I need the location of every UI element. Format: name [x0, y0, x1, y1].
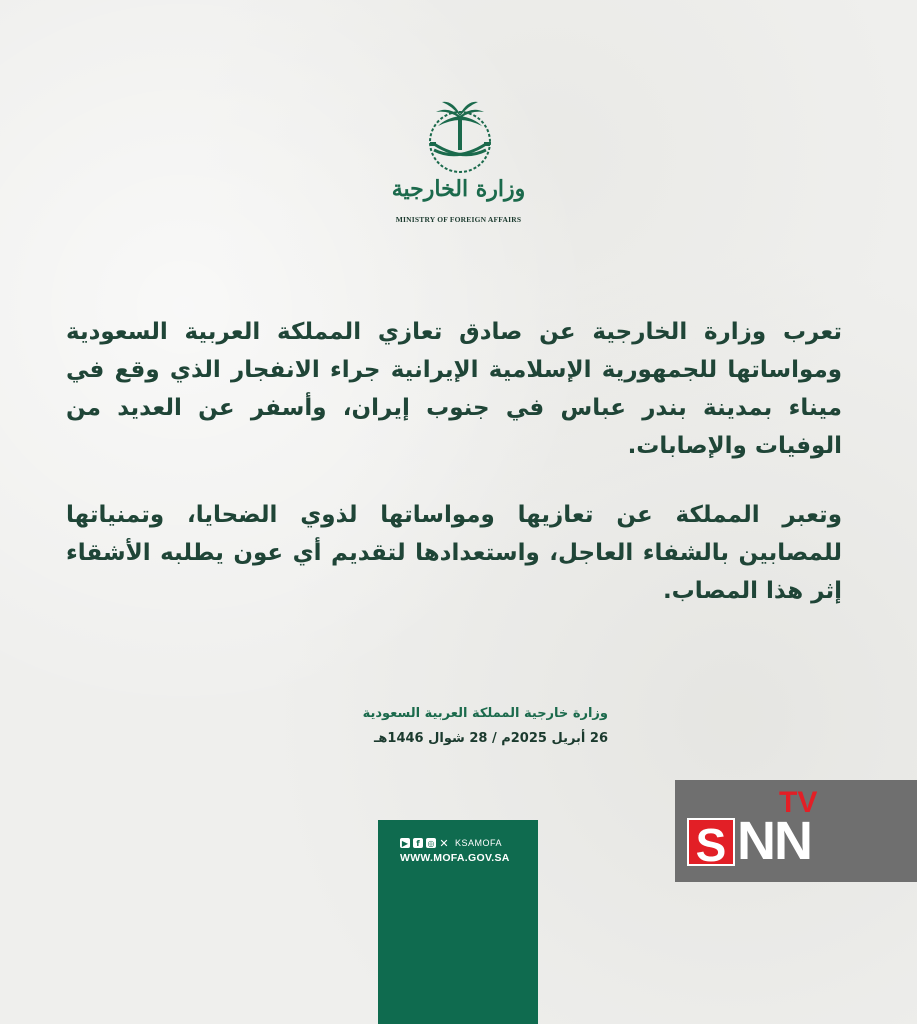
saudi-emblem-palm-swords-icon	[418, 100, 502, 176]
x-icon[interactable]: ✕	[439, 836, 449, 850]
watermark-nn-letters: NN	[737, 811, 811, 871]
youtube-icon[interactable]: ▶	[401, 838, 409, 848]
ministry-name-english: MINISTRY OF FOREIGN AFFAIRS	[395, 215, 522, 224]
footer-contact-box	[378, 820, 538, 1024]
statement-paragraph-1: تعرب وزارة الخارجية عن صادق تعازي المملكة العربية السعودية ومواساتها للجمهورية الإسلامية الإيرانية جراء الانفجار الذي وقع في ميناء بمدينة بندر عباس في جنوب إيران، وأسفر عن العديد من الوفيات والإصابات.	[66, 319, 842, 459]
ministry-name-arabic: وزارة الخارجية	[391, 176, 526, 202]
instagram-icon[interactable]: ◎	[427, 838, 435, 848]
statement-paragraph-2: وتعبر المملكة عن تعازيها ومواساتها لذوي الضحايا، وتمنياتها للمصابين بالشفاء العاجل، واستعدادها لتقديم أي عون يطلبه الأشقاء إثر هذا المصاب.	[66, 502, 842, 604]
social-links	[400, 838, 502, 848]
website-link[interactable]: WWW.MOFA.GOV.SA	[400, 852, 510, 864]
social-handle[interactable]: KSAMOFA	[455, 838, 503, 848]
ministry-logo	[390, 100, 530, 230]
watermark-s-letter: S	[687, 818, 735, 866]
signature-date: 26 أبريل 2025م / 28 شوال 1446هـ	[373, 731, 608, 746]
snn-tv-watermark	[675, 780, 917, 882]
signature-issuer: وزارة خارجية المملكة العربية السعودية	[362, 706, 608, 721]
facebook-icon[interactable]: f	[413, 838, 423, 848]
watermark-tv-text: TV	[779, 786, 818, 819]
